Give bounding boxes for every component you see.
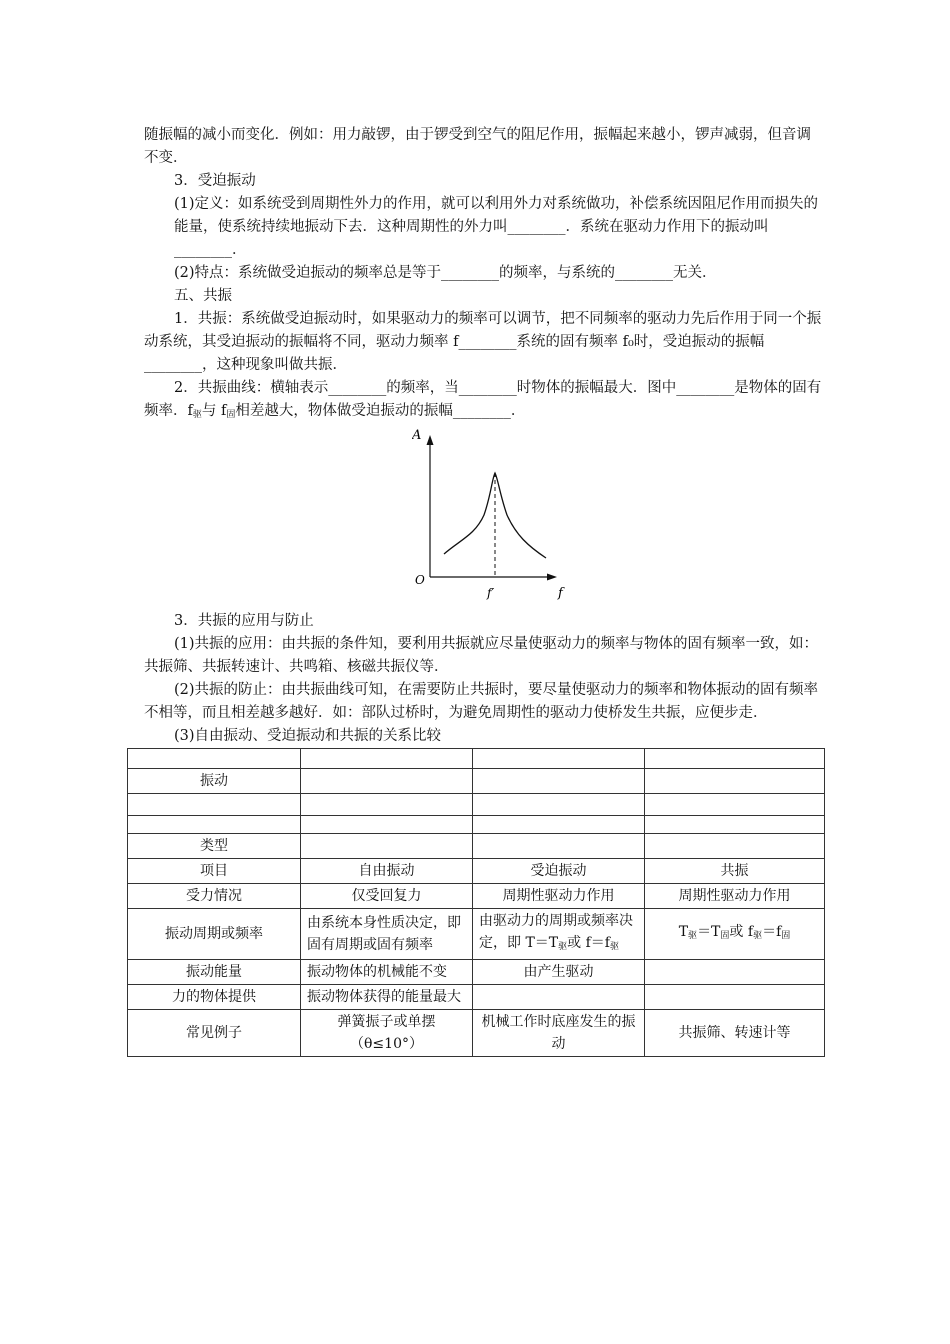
- paragraph-feature: (2)特点：系统做受迫振动的频率总是等于________的频率，与系统的________无关．: [174, 265, 717, 281]
- resonance-curve-svg: [412, 427, 572, 602]
- table-header-cell: 共振: [645, 859, 825, 884]
- table-row: [128, 834, 825, 859]
- y-axis-label: A: [412, 428, 422, 443]
- table-cell: 类型: [128, 834, 301, 859]
- table-cell: 振动能量: [128, 960, 301, 985]
- table-row: [128, 769, 825, 794]
- table-cell: 共振筛、转速计等: [645, 1010, 825, 1057]
- table-cell: 周期性驱动力作用: [473, 884, 645, 909]
- table-cell: 常见例子: [128, 1010, 301, 1057]
- table-cell: 受力情况: [128, 884, 301, 909]
- paragraph-comparison-title: (3)自由振动、受迫振动和共振的关系比较: [174, 728, 442, 744]
- table-row: [128, 960, 825, 985]
- table-cell: [645, 960, 825, 985]
- table-cell: [473, 985, 645, 1010]
- paragraph-resonance-definition: 1．共振：系统做受迫振动时，如果驱动力的频率可以调节，把不同频率的驱动力先后作用于同一个振动系统，其受迫振动的振幅将不同，驱动力频率 f________系统的固有频率 f₀时，受迫振动的振幅________，这种现象叫做共振．: [144, 311, 822, 373]
- paragraph-resonance-curve: 2．共振曲线：横轴表示________的频率，当________时物体的振幅最大．图中________是物体的固有频率．$f_驱$与 $f_固$相差越大，物体做受迫振动的振幅________．: [144, 380, 822, 420]
- paragraph-damping-example: 随振幅的减小而变化．例如：用力敲锣，由于锣受到空气的阻尼作用，振幅起来越小，锣声减弱，但音调不变．: [144, 127, 811, 166]
- y-axis-arrow-icon: [427, 435, 434, 445]
- table-row: [128, 1010, 825, 1057]
- x-axis-label: f: [558, 586, 563, 601]
- table-row: [128, 794, 825, 816]
- table-cell: 振动: [128, 769, 301, 794]
- heading-resonance: 五、共振: [174, 288, 232, 304]
- table-cell: 弹簧振子或单摆（θ≤10°）: [301, 1010, 473, 1057]
- table-cell: 由驱动力的周期或频率决定，即 $T=T_驱$或 $f=f_驱$: [473, 909, 645, 960]
- table-row: [128, 884, 825, 909]
- resonance-curve-figure: [144, 427, 824, 602]
- table-cell: 振动物体的机械能不变: [301, 960, 473, 985]
- paragraph-application: (1)共振的应用：由共振的条件知，要利用共振就应尽量使驱动力的频率与物体的固有频率一致，如：共振筛、共振转速计、共鸣箱、核磁共振仪等．: [144, 636, 819, 675]
- table-cell: 周期性驱动力作用: [645, 884, 825, 909]
- table-cell: 机械工作时底座发生的振动: [473, 1010, 645, 1057]
- paragraph-prevention: (2)共振的防止：由共振曲线可知，在需要防止共振时，要尽量使驱动力的频率和物体振动的固有频率不相等，而且相差越多越好．如：部队过桥时，为避免周期性的驱动力使桥发生共振，应便步走．: [144, 682, 819, 721]
- table-cell: 振动周期或频率: [128, 909, 301, 960]
- table-cell: 由系统本身性质决定，即固有周期或固有频率: [301, 909, 473, 960]
- heading-application: 3．共振的应用与防止: [174, 613, 314, 629]
- table-row: [128, 985, 825, 1010]
- document-page: [144, 124, 824, 1057]
- table-row: [128, 749, 825, 769]
- paragraph-definition: (1)定义：如系统受到周期性外力的作用，就可以利用外力对系统做功，补偿系统因阻尼作用而损失的能量，使系统持续地振动下去．这种周期性的外力叫________．系统在驱动力作用下的振动叫________．: [174, 196, 819, 258]
- table-cell: 力的物体提供: [128, 985, 301, 1010]
- heading-forced-vibration: 3．受迫振动: [174, 173, 256, 189]
- table-header-cell: 受迫振动: [473, 859, 645, 884]
- table-header-cell: 项目: [128, 859, 301, 884]
- origin-label: O: [415, 573, 425, 587]
- table-cell: $T_驱=T_固$或 $f_驱=f_固$: [645, 909, 825, 960]
- peak-frequency-label: f′: [487, 586, 495, 600]
- table-row: [128, 909, 825, 960]
- table-cell: [645, 985, 825, 1010]
- x-axis-arrow-icon: [547, 574, 557, 581]
- table-row: [128, 816, 825, 834]
- table-header-row: [128, 859, 825, 884]
- table-cell: 仅受回复力: [301, 884, 473, 909]
- table-cell: 由产生驱动: [473, 960, 645, 985]
- table-cell: 振动物体获得的能量最大: [301, 985, 473, 1010]
- comparison-table: [127, 748, 825, 1057]
- table-header-cell: 自由振动: [301, 859, 473, 884]
